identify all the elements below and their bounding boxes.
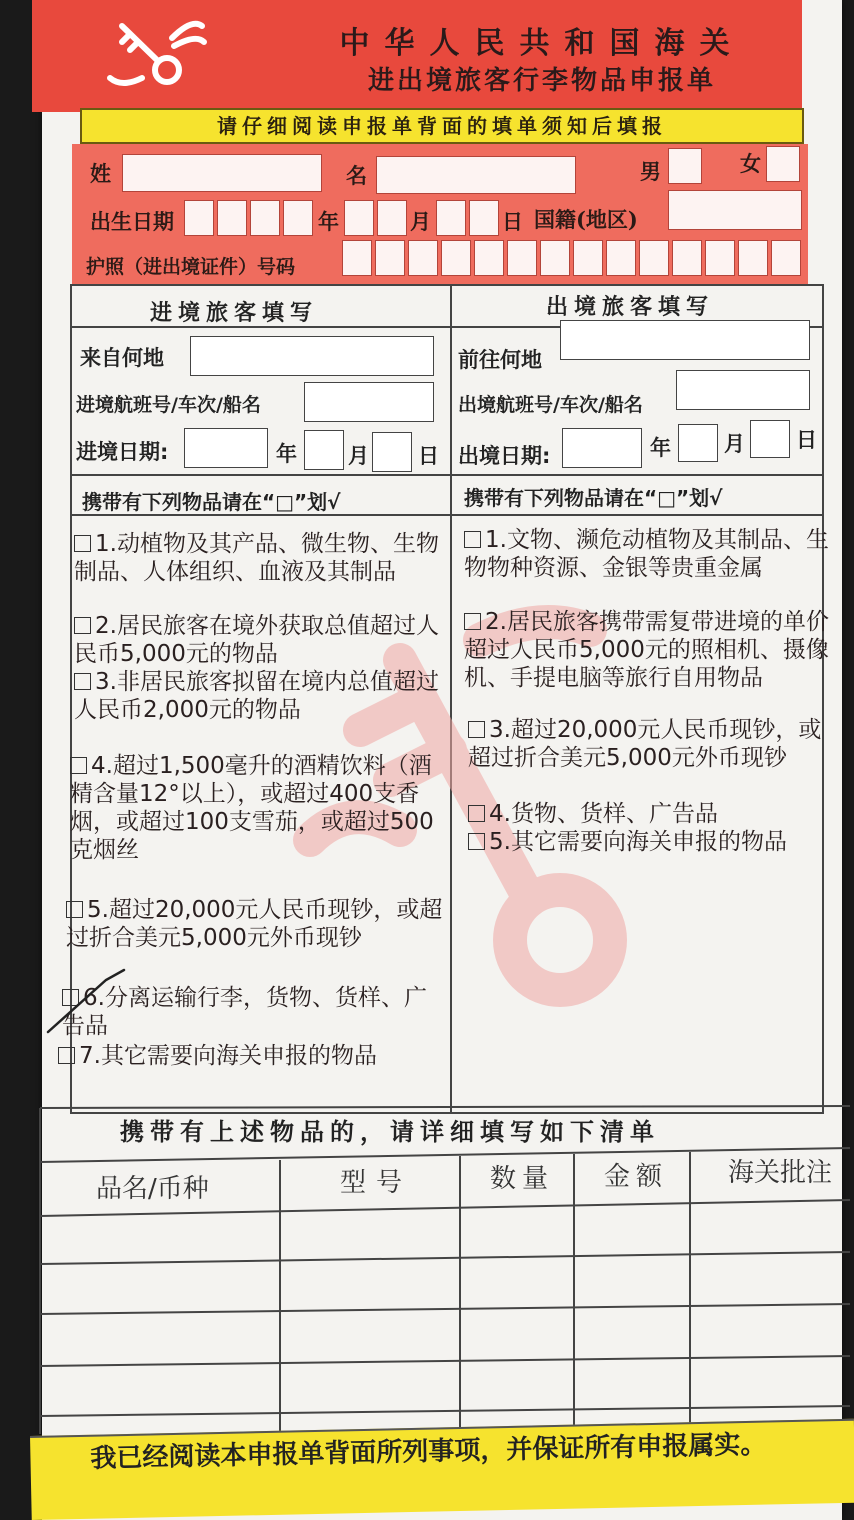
entry-year-field[interactable] (184, 428, 268, 468)
entry-item-1-checkbox[interactable] (74, 535, 91, 552)
entry-item-2-checkbox[interactable] (74, 617, 91, 634)
dob-month-cells[interactable] (344, 200, 410, 236)
declaration-list-title: 携带有上述物品的，请详细填写如下清单 (120, 1118, 660, 1146)
entry-item-3[interactable] (74, 668, 444, 724)
entry-from-label: 来自何地 (80, 346, 164, 370)
passport-label: 护照（进出境证件）号码 (86, 256, 296, 278)
passport-number-cells[interactable] (342, 240, 804, 276)
dob-month-label: 月 (410, 209, 431, 234)
exit-day-label: 日 (796, 428, 817, 452)
nationality-label: 国籍(地区) (534, 207, 638, 232)
exit-day-field[interactable] (750, 420, 790, 458)
entry-item-2-text: 2.居民旅客在境外获取总值超过人民币5,000元的物品 (74, 613, 439, 667)
dob-day-label: 日 (502, 209, 523, 234)
fields-rule (70, 474, 824, 476)
entry-date-label: 进境日期: (76, 440, 169, 464)
col-quantity: 数量 (490, 1164, 555, 1194)
entry-item-4[interactable] (70, 752, 444, 864)
entry-item-4-text: 4.超过1,500毫升的酒精饮料（酒精含量12°以上），或超过400支香烟，或超过100支雪茄，或超过500克烟丝 (70, 753, 434, 863)
given-name-field[interactable] (376, 156, 576, 194)
exit-item-3-checkbox[interactable] (468, 721, 485, 738)
exit-flight-field[interactable] (676, 370, 810, 410)
exit-item-1[interactable] (464, 526, 830, 582)
exit-item-5-checkbox[interactable] (468, 833, 485, 850)
exit-to-label: 前往何地 (458, 348, 542, 372)
exit-item-4-checkbox[interactable] (468, 805, 485, 822)
exit-year-field[interactable] (562, 428, 642, 468)
exit-item-4-text: 4.货物、货样、广告品 (489, 801, 718, 827)
exit-instruction: 携带有下列物品请在“□”划√ (464, 486, 723, 510)
footer-statement: 我已经阅读本申报单背面所列事项，并保证所有申报属实。 (90, 1429, 767, 1474)
exit-item-5-text: 5.其它需要向海关申报的物品 (489, 829, 787, 855)
dob-label: 出生日期 (90, 209, 174, 234)
entry-item-5-checkbox[interactable] (66, 901, 83, 918)
entry-item-1[interactable] (74, 530, 444, 586)
form-header (32, 0, 802, 112)
exit-item-5[interactable] (468, 828, 830, 856)
female-label: 女 (740, 151, 761, 176)
exit-month-label: 月 (724, 432, 745, 456)
entry-flight-field[interactable] (304, 382, 434, 422)
entry-item-7-checkbox[interactable] (58, 1047, 75, 1064)
exit-heading: 出境旅客填写 (546, 295, 715, 320)
given-name-label: 名 (346, 163, 367, 188)
nationality-field[interactable] (668, 190, 802, 230)
entry-item-4-checkbox[interactable] (70, 757, 87, 774)
exit-month-field[interactable] (678, 424, 718, 462)
entry-day-label: 日 (418, 444, 439, 468)
dob-day-cells[interactable] (436, 200, 502, 236)
entry-item-5[interactable] (66, 896, 444, 952)
entry-year-label: 年 (276, 442, 297, 466)
exit-item-3[interactable] (468, 716, 830, 772)
entry-item-7-text: 7.其它需要向海关申报的物品 (79, 1043, 377, 1069)
exit-item-2-text: 2.居民旅客携带需复带进境的单价超过人民币5,000元的照相机、摄像机、手提电脑等旅行自用物品 (464, 609, 829, 691)
exit-item-2[interactable] (464, 608, 830, 692)
exit-item-1-checkbox[interactable] (464, 531, 481, 548)
entry-instruction: 携带有下列物品请在“□”划√ (82, 490, 341, 514)
entry-from-field[interactable] (190, 336, 434, 376)
surname-field[interactable] (122, 154, 322, 192)
notice-banner: 请仔细阅读申报单背面的填单须知后填报 (80, 108, 804, 144)
exit-item-4[interactable] (468, 800, 830, 828)
entry-day-field[interactable] (372, 432, 412, 472)
entry-heading: 进境旅客填写 (150, 301, 319, 326)
exit-item-1-text: 1.文物、濒危动植物及其制品、生物物种资源、金银等贵重金属 (464, 527, 829, 581)
col-amount: 金额 (604, 1162, 669, 1192)
exit-item-2-checkbox[interactable] (464, 613, 481, 630)
customs-emblem-icon (102, 8, 212, 98)
col-model: 型号 (340, 1168, 413, 1198)
form-title: 中华人民共和国海关 (339, 26, 745, 61)
exit-item-3-text: 3.超过20,000元人民币现钞，或超过折合美元5,000元外币现钞 (468, 717, 822, 771)
pen-mark (44, 966, 134, 1036)
entry-item-2[interactable] (74, 612, 444, 668)
entry-month-label: 月 (348, 444, 369, 468)
col-item-name: 品名/币种 (96, 1174, 209, 1204)
entry-item-6-text: 6.分离运输行李，货物、货样、广告品 (62, 985, 427, 1039)
exit-date-label: 出境日期: (458, 444, 551, 468)
form-subtitle: 进出境旅客行李物品申报单 (367, 66, 716, 96)
male-checkbox[interactable] (668, 148, 702, 184)
surname-label: 姓 (90, 161, 111, 186)
entry-item-7[interactable] (58, 1042, 444, 1070)
dob-year-label: 年 (318, 209, 339, 234)
exit-to-field[interactable] (560, 320, 810, 360)
female-checkbox[interactable] (766, 146, 800, 182)
col-customs-notes: 海关批注 (728, 1158, 833, 1188)
dob-year-cells[interactable] (184, 200, 316, 236)
entry-item-1-text: 1.动植物及其产品、微生物、生物制品、人体组织、血液及其制品 (74, 531, 439, 585)
male-label: 男 (640, 159, 661, 184)
entry-item-5-text: 5.超过20,000元人民币现钞，或超过折合美元5,000元外币现钞 (66, 897, 443, 951)
entry-flight-label: 进境航班号/车次/船名 (76, 394, 261, 416)
entry-item-3-checkbox[interactable] (74, 673, 91, 690)
entry-item-3-text: 3.非居民旅客拟留在境内总值超过人民币2,000元的物品 (74, 669, 439, 723)
exit-flight-label: 出境航班号/车次/船名 (458, 394, 643, 416)
entry-month-field[interactable] (304, 430, 344, 470)
exit-year-label: 年 (650, 436, 671, 460)
